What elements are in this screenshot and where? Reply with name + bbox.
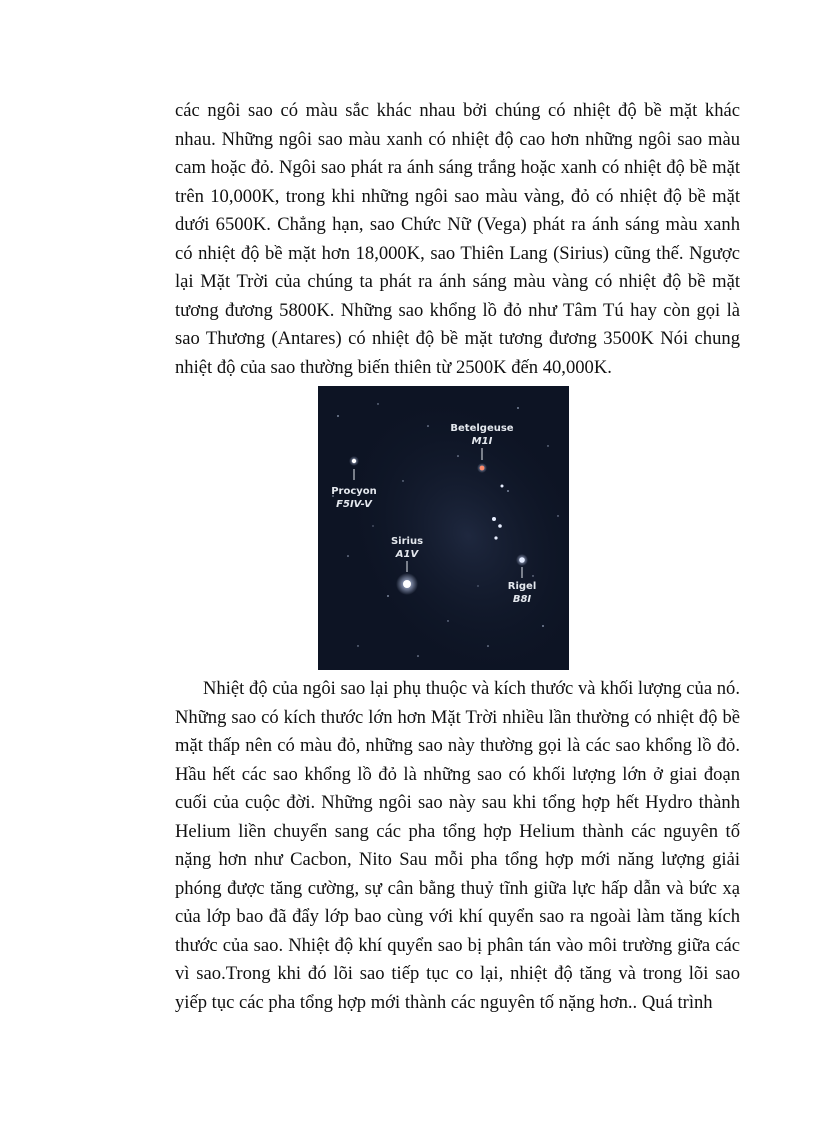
sirius-type: A1V bbox=[395, 549, 419, 560]
procyon-label: Procyon bbox=[331, 486, 377, 497]
star-field-photo bbox=[318, 386, 569, 670]
paragraph-star-temperature: Nhiệt độ của ngôi sao lại phụ thuộc và kích thước và khối lượng của nó. Những sao có kích thước lớn hơn Mặt Trời nhiều lần thường có nhiệt độ bề mặt thấp nên có màu đỏ, những sao này thường gọi là các sao khổng lồ đỏ. Hầu hết các sao khổng lồ đỏ là những sao có khối lượng lớn ở giai đoạn cuối của cuộc đời. Những ngôi sao này sau khi tổng hợp hết Hydro thành Helium liền chuyển sang các pha tổng hợp Helium thành các nguyên tố nặng hơn như Cacbon, Nito Sau mỗi pha tổng hợp mới năng lượng giải phóng được tăng cường, sự cân bằng thuỷ tĩnh giữa lực hấp dẫn và bức xạ của lớp bao đã đẩy lớp bao cùng với khí quyển sao ra ngoài làm tăng kích thước của sao. Nhiệt độ khí quyển sao bị phân tán vào môi trường giữa các vì sao.Trong khi đó lõi sao tiếp tục co lại, nhiệt độ tăng và trong lõi sao yiếp tục các pha tổng hợp mới thành các nguyên tố nặng hơn.. Quá trình bbox=[175, 678, 740, 1013]
rigel-label: Rigel bbox=[507, 581, 537, 592]
betelgeuse-type: M1I bbox=[471, 436, 493, 447]
star-field-svg bbox=[318, 386, 569, 670]
procyon-type: F5IV-V bbox=[336, 499, 372, 510]
paragraph-star-colors: các ngôi sao có màu sắc khác nhau bởi chúng có nhiệt độ bề mặt khác nhau. Những ngôi sao màu xanh có nhiệt độ cao hơn những ngôi sao màu cam hoặc đỏ. Ngôi sao phát ra ánh sáng trắng hoặc xanh có nhiệt độ bề mặt trên 10,000K, trong khi những ngôi sao màu vàng, đỏ có nhiệt độ bề mặt dưới 6500K. Chẳng hạn, sao Chức Nữ (Vega) phát ra ánh sáng màu xanh có nhiệt độ bề mặt hơn 18,000K, sao Thiên Lang (Sirius) cũng thế. Ngược lại Mặt Trời của chúng ta phát ra ánh sáng màu vàng có nhiệt độ bề mặt tương đương 5800K. Những sao khổng lồ đỏ như Tâm Tú hay còn gọi là sao Thương (Antares) có nhiệt độ bề mặt tương đương 3500K Nói chung nhiệt độ của sao thường biến thiên từ 2500K đến 40,000K. bbox=[175, 100, 740, 378]
sirius-label: Sirius bbox=[390, 536, 424, 547]
betelgeuse-label: Betelgeuse bbox=[450, 423, 514, 434]
rigel-type: B8I bbox=[512, 594, 532, 605]
